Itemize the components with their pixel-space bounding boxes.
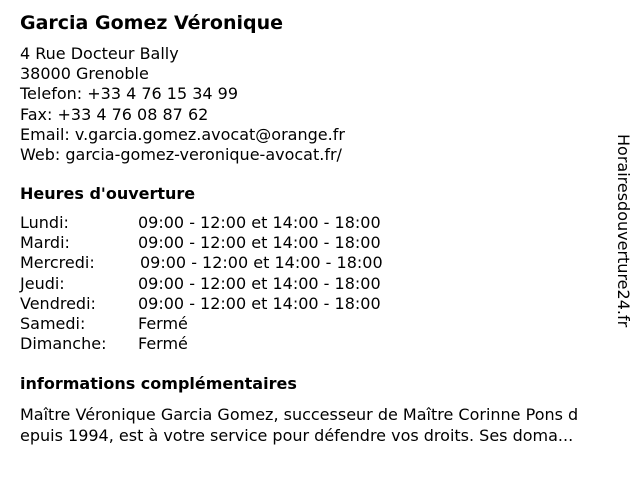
hours-value: 09:00 - 12:00 et 14:00 - 18:00 xyxy=(140,253,383,273)
hours-row-saturday xyxy=(20,314,440,334)
hours-row-monday xyxy=(20,213,440,233)
day-label: Dimanche: xyxy=(20,334,107,354)
day-label: Samedi: xyxy=(20,313,86,333)
hours-value: Fermé xyxy=(138,334,188,354)
hours-row-tuesday xyxy=(20,233,440,253)
hours-row-friday xyxy=(20,294,440,314)
hours-value: 09:00 - 12:00 et 14:00 - 18:00 xyxy=(138,273,381,293)
day-label: Lundi: xyxy=(20,213,69,232)
address-city: 38000 Grenoble xyxy=(20,64,149,84)
fax-number: Fax: +33 4 76 08 87 62 xyxy=(20,104,209,124)
day-label: Vendredi: xyxy=(20,293,96,313)
phone-number: Telefon: +33 4 76 15 34 99 xyxy=(20,84,239,104)
day-label: Jeudi: xyxy=(20,273,65,293)
hours-row-wednesday xyxy=(20,253,440,273)
additional-info-text xyxy=(20,404,630,446)
description-line-1: Maître Véronique Garcia Gomez, successeur de Maître Corinne Pons d xyxy=(20,405,579,424)
hours-value: Fermé xyxy=(138,313,188,333)
contact-block xyxy=(20,44,345,165)
day-label: Mardi: xyxy=(20,233,70,253)
hours-value: 09:00 - 12:00 et 14:00 - 18:00 xyxy=(138,293,381,313)
hours-value: 09:00 - 12:00 et 14:00 - 18:00 xyxy=(138,213,381,232)
opening-hours-table xyxy=(20,213,440,354)
opening-hours-heading: Heures d'ouverture xyxy=(20,184,196,203)
website-address: Web: garcia-gomez-veronique-avocat.fr/ xyxy=(20,144,342,164)
day-label: Mercredi: xyxy=(20,253,95,273)
hours-row-thursday xyxy=(20,274,440,294)
hours-value: 09:00 - 12:00 et 14:00 - 18:00 xyxy=(138,233,381,253)
address-street: 4 Rue Docteur Bally xyxy=(20,44,179,63)
email-address: Email: v.garcia.gomez.avocat@orange.fr xyxy=(20,124,345,144)
description-line-2: epuis 1994, est à votre service pour défendre vos droits. Ses doma... xyxy=(20,426,574,445)
business-name: Garcia Gomez Véronique xyxy=(20,12,284,34)
site-watermark: Horairesdouverture24.fr xyxy=(614,134,633,328)
additional-info-heading: informations complémentaires xyxy=(20,374,297,393)
hours-row-sunday xyxy=(20,334,440,354)
